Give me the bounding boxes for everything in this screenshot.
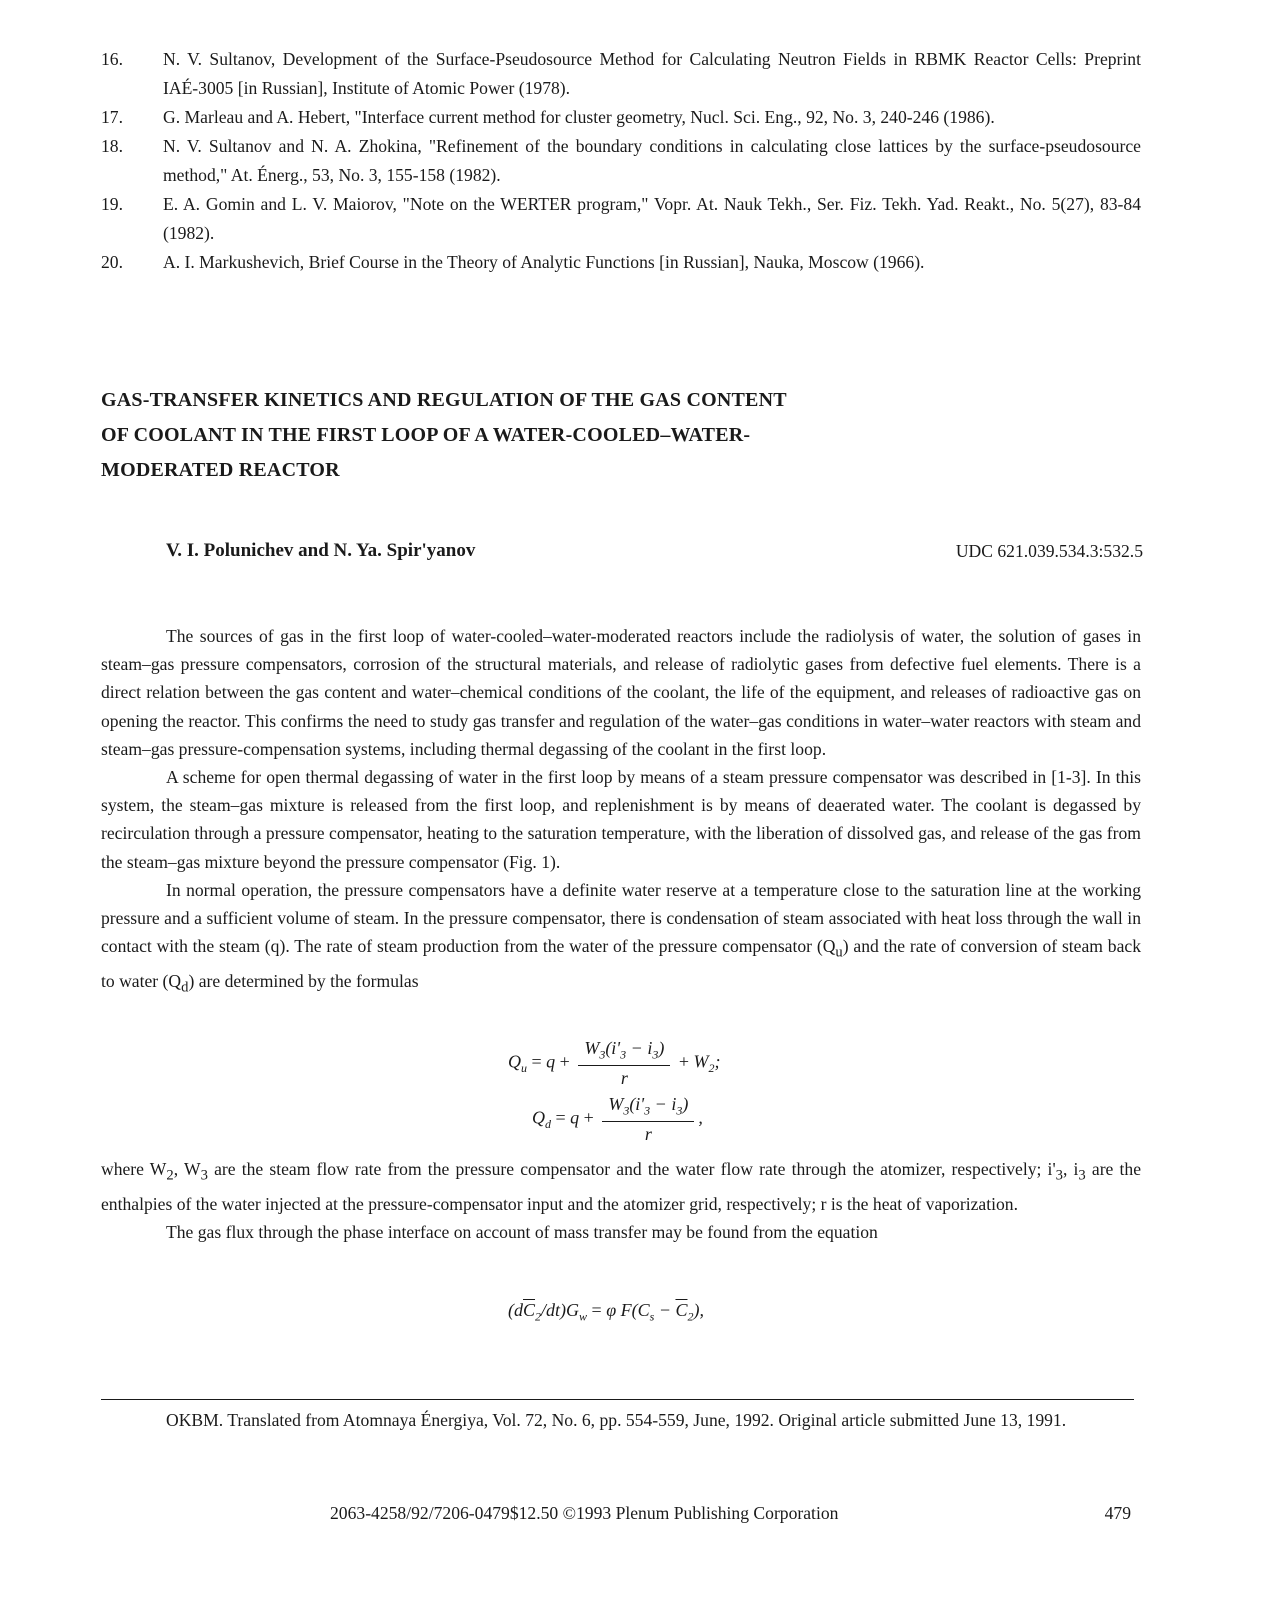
article-body <box>101 622 1141 1002</box>
subscript: u <box>835 944 843 961</box>
reference-item <box>101 190 1141 248</box>
footnote-text: OKBM. Translated from Atomnaya Énergiya, Vol. 72, No. 6, pp. 554-559, June, 1992. Original article submitted June 13, 1991. <box>166 1410 1067 1430</box>
article-authors: V. I. Polunichev and N. Ya. Spir'yanov <box>166 540 476 561</box>
paragraph: The sources of gas in the first loop of water-cooled–water-moderated reactors include the radiolysis of water, the solution of gases in steam–gas pressure compensators, corrosion of the structural materials, and release of radiolytic gases from defective fuel elements. There is a direct relation between the gas content and water–chemical conditions of the coolant, the life of the equipment, and releases of radioactive gas on opening the reactor. This confirms the need to study gas transfer and regulation of the water–gas conditions in water–water reactors with steam and steam–gas pressure-compensation systems, including thermal degassing of the coolant in the first loop. <box>101 626 1141 759</box>
equation-qd: $Q_d = q$ + $\frac{W_3(i'_3 - i_3)}{r}$ , <box>532 1094 703 1144</box>
fraction: $\frac{W_3(i'_3 - i_3)}{r}$ <box>578 1038 670 1089</box>
subscript: d <box>181 979 189 996</box>
reference-item <box>101 248 1141 277</box>
page-number: 479 <box>1104 1503 1131 1523</box>
equation-gas-flux: $(d\overline{C}_2/dt)G_w = \varphi$ $F(C_s - \overline{C}_2)$, <box>508 1300 704 1324</box>
footnote-divider <box>101 1399 1134 1400</box>
reference-item <box>101 45 1141 103</box>
title-line: MODERATED REACTOR <box>101 459 340 481</box>
article-title <box>101 383 901 488</box>
title-line: OF COOLANT IN THE FIRST LOOP OF A WATER-COOLED–WATER- <box>101 424 751 446</box>
reference-text: E. A. Gomin and L. V. Maiorov, "Note on the WERTER program," Vopr. At. Nauk Tekh., Ser. Fiz. Tekh. Yad. Reakt., No. 5(27), 83-84 (1982). <box>163 194 1141 243</box>
reference-text: G. Marleau and A. Hebert, "Interface current method for cluster geometry, Nucl. Sci. Eng., 92, No. 3, 240-246 (1986). <box>163 107 995 127</box>
reference-text: N. V. Sultanov, Development of the Surface-Pseudosource Method for Calculating Neutron Fields in RBMK Reactor Cells: Preprint IAÉ-3005 [in Russian], Institute of Atomic Power (1978). <box>163 49 1141 98</box>
fraction: $\frac{W_3(i'_3 - i_3)}{r}$ <box>602 1094 694 1145</box>
equation-qu: $Q_u = q$ + $\frac{W_3(i'_3 - i_3)}{r}$ + $W_2$; <box>508 1038 721 1088</box>
paragraph: The gas flux through the phase interface on account of mass transfer may be found from the equation <box>166 1221 878 1242</box>
paragraph: A scheme for open thermal degassing of water in the first loop by means of a steam pressure compensator was described in [1-3]. In this system, the steam–gas mixture is released from the first loop, and replenishment is by means of deaerated water. The coolant is degassed by recirculation through a pressure compensator, heating to the saturation temperature, with the liberation of dissolved gas, and release of the gas from the steam–gas mixture beyond the pressure compensator (Fig. 1). <box>101 767 1141 872</box>
reference-number: 17. <box>101 107 123 127</box>
reference-item <box>101 132 1141 190</box>
paragraph: where $W_2$, $W_3$ are the steam flow rate from the pressure compensator and the water flow rate through the atomizer, respectively; $i'_3$, $i_3$ are the enthalpies of the water injected at the pressure-compensator input and the atomizer grid, respectively; r is the heat of vaporization. <box>101 1159 1142 1214</box>
reference-text: A. I. Markushevich, Brief Course in the Theory of Analytic Functions [in Russian], Nauka, Moscow (1966). <box>163 252 925 272</box>
paragraph-text: ) are determined by the formulas <box>188 970 419 991</box>
paragraph <box>101 876 1141 1002</box>
reference-list <box>101 45 1141 277</box>
copyright-line: 2063-4258/92/7206-0479$12.50 ©1993 Plenum Publishing Corporation <box>330 1503 839 1523</box>
reference-number: 16. <box>101 49 123 69</box>
udc-code: UDC 621.039.534.3:532.5 <box>955 541 1143 561</box>
paragraph-text: ) and the rate of conversion of steam back to water (Q <box>101 936 1141 991</box>
after-equations-text <box>101 1155 1141 1246</box>
reference-number: 19. <box>101 194 123 214</box>
reference-number: 20. <box>101 252 123 272</box>
reference-item <box>101 103 1141 132</box>
reference-text: N. V. Sultanov and N. A. Zhokina, "Refinement of the boundary conditions in calculating close lattices by the surface-pseudosource method," At. Énerg., 53, No. 3, 155-158 (1982). <box>163 136 1141 185</box>
reference-number: 18. <box>101 136 123 156</box>
paragraph-text: In normal operation, the pressure compensators have a definite water reserve at a temperature close to the saturation line at the working pressure and a sufficient volume of steam. In the pressure compensator, there is condensation of steam associated with heat loss through the wall in contact with the steam (q). The rate of steam production from the water of the pressure compensator (Q <box>101 879 1141 957</box>
title-line: GAS-TRANSFER KINETICS AND REGULATION OF THE GAS CONTENT <box>101 389 787 411</box>
footnote <box>101 1406 1141 1434</box>
